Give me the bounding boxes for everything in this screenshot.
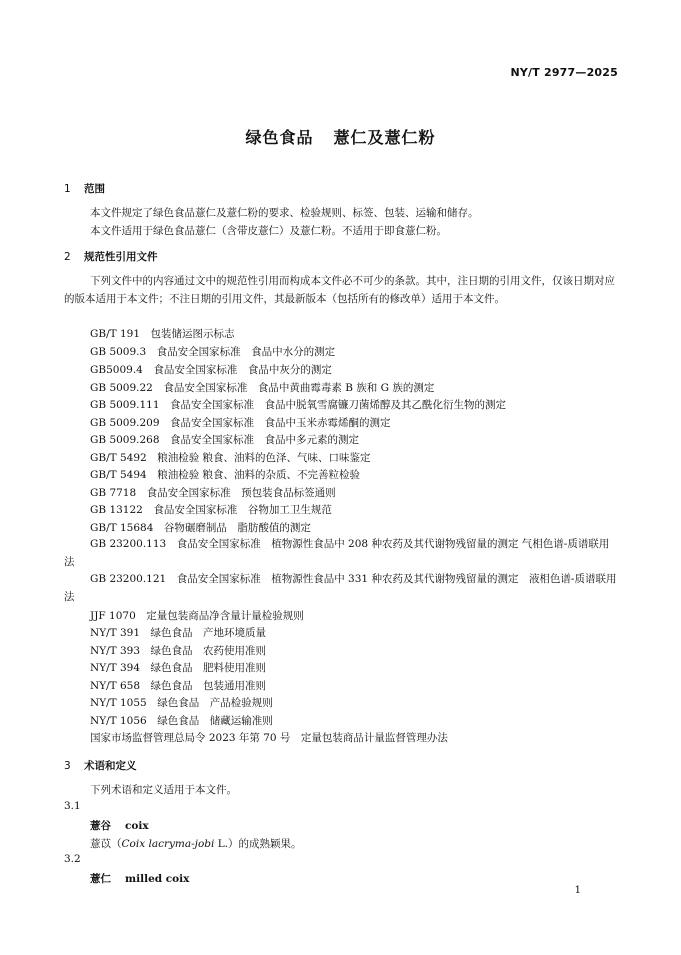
reference-item: GB 13122 食品安全国家标准 谷物加工卫生规范 (90, 504, 332, 516)
reference-item: GB5009.4 食品安全国家标准 食品中灰分的测定 (90, 364, 332, 376)
reference-item: GB 5009.268 食品安全国家标准 食品中多元素的测定 (90, 434, 360, 446)
section-3-heading: 3 术语和定义 (64, 760, 137, 772)
reference-item: NY/T 393 绿色食品 农药使用准则 (90, 645, 267, 657)
title-part-1: 绿色食品 (245, 128, 314, 147)
term-title: 薏谷 coix (90, 820, 149, 832)
title-part-2: 薏仁及薏仁粉 (333, 128, 436, 147)
reference-item: GB/T 5494 粮油检验 粮食、油料的杂质、不完善粒检验 (90, 469, 361, 481)
reference-item: NY/T 394 绿色食品 肥料使用准则 (90, 662, 267, 674)
term-title: 薏仁 milled coix (90, 873, 190, 885)
reference-item-long: GB 23200.121 食品安全国家标准 植物源性食品中 331 种农药及其代谢物残留量的测定 液相色谱-质谱联用法 (64, 573, 617, 603)
term-number: 3.2 (64, 853, 81, 865)
reference-item-long: GB 23200.113 食品安全国家标准 植物源性食品中 208 种农药及其代谢物残留量的测定 气相色谱-质谱联用法 (64, 538, 610, 568)
section-3-intro: 下列术语和定义适用于本文件。 (90, 784, 237, 796)
reference-item: GB 5009.111 食品安全国家标准 食品中脱氧雪腐镰刀菌烯醇及其乙酰化衍生物的测定 (90, 399, 507, 411)
term-number: 3.1 (64, 800, 81, 812)
reference-item: NY/T 391 绿色食品 产地环境质量 (90, 627, 267, 639)
reference-item: NY/T 1055 绿色食品 产品检验规则 (90, 697, 273, 709)
reference-item: GB 5009.3 食品安全国家标准 食品中水分的测定 (90, 346, 336, 358)
section-1-heading: 1 范围 (64, 183, 105, 195)
reference-item: JJF 1070 定量包装商品净含量计量检验规则 (90, 610, 304, 622)
reference-item: NY/T 1056 绿色食品 储藏运输准则 (90, 715, 273, 727)
standard-number: NY/T 2977—2025 (510, 66, 618, 79)
reference-item: GB 7718 食品安全国家标准 预包装食品标签通则 (90, 487, 336, 499)
section-1-paragraph-2: 本文件适用于绿色食品薏仁（含带皮薏仁）及薏仁粉。不适用于即食薏仁粉。 (90, 225, 447, 237)
reference-item: GB 5009.209 食品安全国家标准 食品中玉米赤霉烯酮的测定 (90, 417, 391, 429)
page-number: 1 (574, 885, 581, 896)
section-1-paragraph-1: 本文件规定了绿色食品薏仁及薏仁粉的要求、检验规则、标签、包装、运输和储存。 (90, 207, 479, 219)
reference-item: GB/T 191 包装储运图示标志 (90, 328, 235, 340)
term-definition: 薏苡（Coix lacryma-jobi L.）的成熟颖果。 (90, 838, 302, 850)
reference-item: GB/T 15684 谷物碾磨制品 脂肪酸值的测定 (90, 522, 311, 534)
reference-item: 国家市场监督管理总局令 2023 年第 70 号 定量包装商品计量监督管理办法 (90, 732, 448, 744)
reference-item: GB/T 5492 粮油检验 粮食、油料的色泽、气味、口味鉴定 (90, 452, 371, 464)
reference-item: GB 5009.22 食品安全国家标准 食品中黄曲霉毒素 B 族和 G 族的测定 (90, 382, 435, 394)
section-2-heading: 2 规范性引用文件 (64, 251, 158, 263)
document-title (0, 125, 681, 148)
reference-item: NY/T 658 绿色食品 包装通用准则 (90, 680, 267, 692)
section-2-intro: 下列文件中的内容通过文中的规范性引用而构成本文件必不可少的条款。其中，注日期的引用文件，仅该日期对应的版本适用于本文件；不注日期的引用文件，其最新版本（包括所有的修改单）适用于本文件。 (64, 275, 615, 305)
